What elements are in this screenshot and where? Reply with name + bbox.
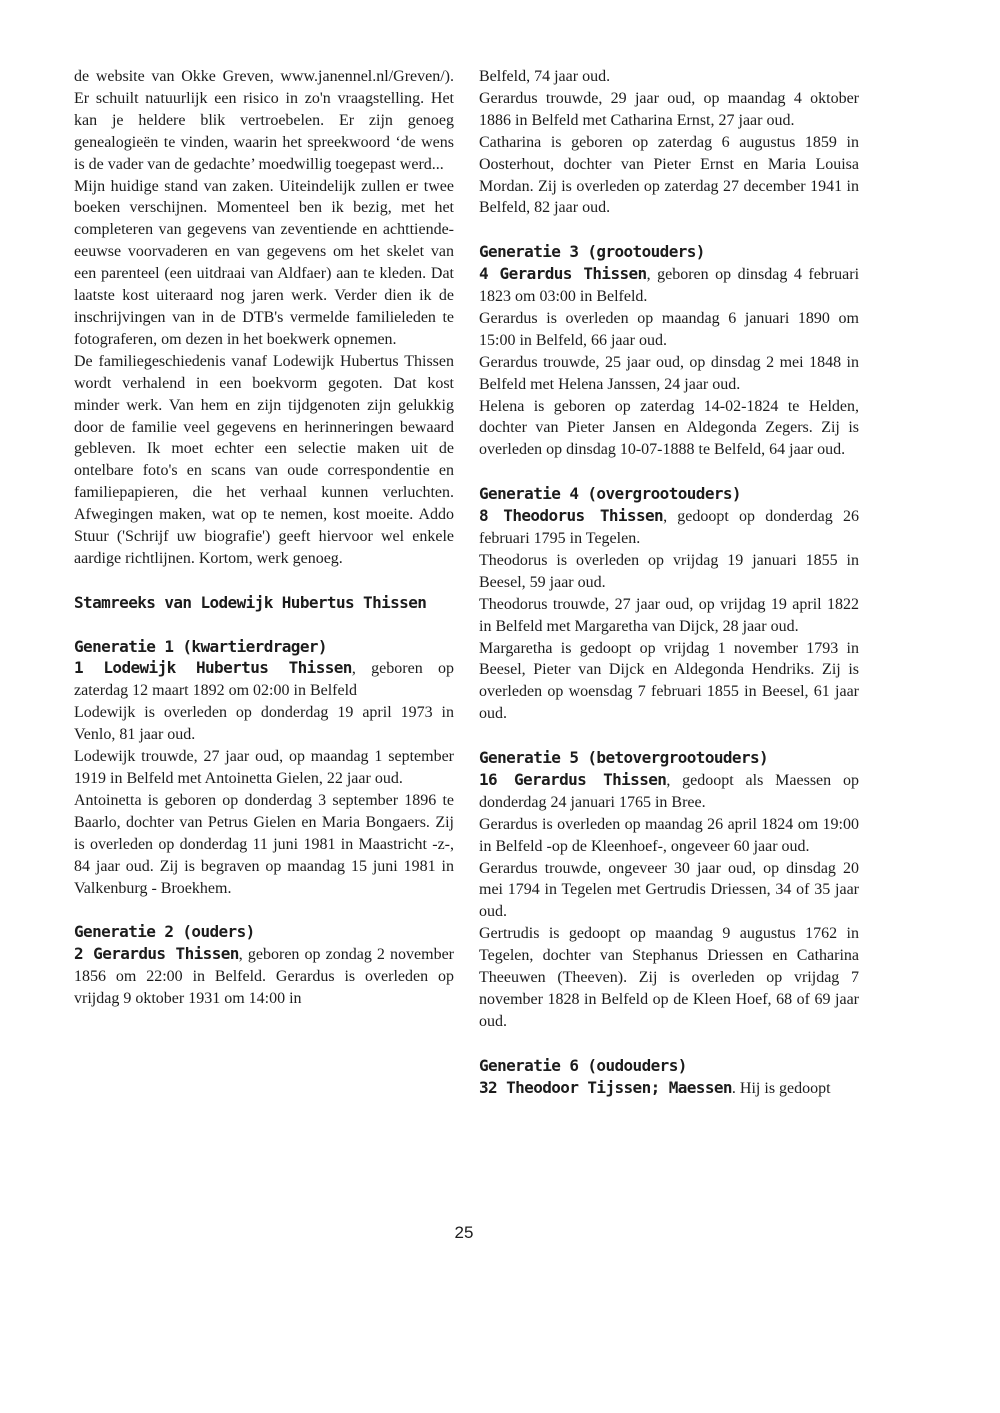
generation-4-paragraph-3: Margaretha is gedoopt op vrijdag 1 november 1793 in Beesel, Pieter van Dijck en Aldegonda Hendriks. Zij is overleden op woensdag 7 februari 1855 in Beesel, 61 jaar oud. — [479, 639, 859, 723]
generation-3-intro-text: , geboren op dinsdag 4 februari 1823 om 03:00 in Belfeld. — [479, 266, 860, 306]
generation-1-paragraph-1: Lodewijk is overleden op donderdag 19 april 1973 in Venlo, 81 jaar oud. — [74, 704, 454, 744]
right-column — [479, 66, 859, 1100]
generation-6-intro-text: . Hij is gedoopt — [731, 1079, 831, 1097]
generation-4-intro-text: , gedoopt op donderdag 26 februari 1795 in Tegelen. — [479, 508, 860, 547]
generation-3-paragraph-3: Helena is geboren op zaterdag 14-02-1824 te Helden, dochter van Pieter Jansen en Aldegonda Zegers. Zij is overleden op dinsdag 10-07-1888 te Belfeld, 64 jaar oud. — [479, 397, 859, 459]
generation-2-continued-2: Gerardus trouwde, 29 jaar oud, op maandag 4 oktober 1886 in Belfeld met Catharina Ernst, 27 jaar oud. — [479, 89, 859, 129]
generation-2-continued-1: Belfeld, 74 jaar oud. — [479, 68, 611, 85]
generation-2-intro — [74, 943, 454, 1010]
generation-1-intro — [74, 657, 454, 702]
generation-4-heading: Generatie 4 (overgrootouders) — [479, 484, 741, 504]
generation-5-paragraph-2: Gerardus trouwde, ongeveer 30 jaar oud, op dinsdag 20 mei 1794 in Tegelen met Gertrudis Driessen, 34 of 35 jaar oud. — [479, 859, 859, 921]
intro-paragraph-2: Mijn huidige stand van zaken. Uiteindelijk zullen er twee boeken verschijnen. Momenteel ben ik bezig, met het completeren van gegevens van zeventiende en achttiende-eeuwse voorvaderen en van gegevens om het skelet van een parenteel (een uitdraai van Aldfaer) aan te kleden. Dat laatste kost uiteraard nog jaren werk. Verder dien ik de inschrijvingen van in de DTB's vermelde familieleden te fotograferen, om dezen in het boekwerk opnemen. — [74, 177, 454, 348]
generation-4-paragraph-1: Theodorus is overleden op vrijdag 19 januari 1855 in Beesel, 59 jaar oud. — [479, 551, 859, 591]
generation-1-paragraph-2: Lodewijk trouwde, 27 jaar oud, op maandag 1 september 1919 in Belfeld met Antoinetta Gielen, 22 jaar oud. — [74, 748, 454, 787]
generation-5-paragraph-1: Gerardus is overleden op maandag 26 april 1824 om 19:00 in Belfeld -op de Kleenhoef-, ongeveer 60 jaar oud. — [479, 815, 859, 855]
generation-1-paragraph-3: Antoinetta is geboren op donderdag 3 september 1896 te Baarlo, dochter van Petrus Gielen en Maria Bongaers. Zij is overleden op donderdag 11 juni 1981 in Maastricht -z-, 84 jaar oud. Zij is begraven op maandag 15 juni 1981 in Valkenburg - Broekhem. — [74, 791, 454, 897]
generation-1-heading: Generatie 1 (kwartierdrager) — [74, 636, 327, 656]
generation-4-paragraph-2: Theodorus trouwde, 27 jaar oud, op vrijdag 19 april 1822 in Belfeld met Margaretha van Dijck, 28 jaar oud. — [479, 595, 859, 635]
generation-1-person-name: 1 Lodewijk Hubertus Thissen — [74, 658, 352, 678]
generation-5-intro — [479, 769, 859, 814]
generation-3-paragraph-1: Gerardus is overleden op maandag 6 januari 1890 om 15:00 in Belfeld, 66 jaar oud. — [479, 309, 859, 349]
generation-6-intro — [479, 1077, 859, 1100]
intro-paragraph-3: De familiegeschiedenis vanaf Lodewijk Hubertus Thissen wordt verhalend in een boekvorm gegoten. Dat kost minder werk. Van hem en zijn tijdgenoten zijn gelukkig door de familie veel gegevens en herinneringen bewaard gebleven. Ik moet echter een selectie maken uit de ontelbare foto's en scans van oude correspondentie en familiepapieren, die het verhaal kunnen verluchten. Afwegingen maken, wat op te nemen, kost moeite. Addo Stuur ('Schrijf uw biografie') geeft hiervoor wel enkele aardige richtlijnen. Kortom, werk genoeg. — [74, 352, 454, 567]
generation-6-heading: Generatie 6 (oudouders) — [479, 1055, 687, 1075]
generation-3-person-name: 4 Gerardus Thissen — [479, 264, 647, 284]
generation-6-person-name: 32 Theodoor Tijssen; Maessen — [479, 1077, 732, 1097]
generation-2-person-name: 2 Gerardus Thissen — [74, 944, 239, 964]
generation-5-person-name: 16 Gerardus Thissen — [479, 769, 667, 789]
generation-3-intro — [479, 263, 859, 308]
generation-5-paragraph-3: Gertrudis is gedoopt op maandag 9 augustus 1762 in Tegelen, dochter van Stephanus Driessen en Catharina Theeuwen (Theeven). Zij is overleden op vrijdag 7 november 1828 in Belfeld op de Kleen Hoef, 68 of 69 jaar oud. — [479, 925, 859, 1030]
generation-2-heading: Generatie 2 (ouders) — [74, 922, 255, 942]
generation-2-intro-text: , geboren op zondag 2 november 1856 om 22:00 in Belfeld. Gerardus is overleden op vrijdag 9 oktober 1931 om 14:00 in — [74, 946, 454, 1008]
generation-4-person-name: 8 Theodorus Thissen — [479, 506, 664, 526]
generation-1-intro-text: , geboren op zaterdag 12 maart 1892 om 02:00 in Belfeld — [74, 660, 455, 700]
generation-4-intro — [479, 505, 859, 550]
intro-paragraph-1: de website van Okke Greven, www.janennel.nl/Greven/). Er schuilt natuurlijk een risico in zo'n vraagstelling. Het kan je heldere blik vertroebelen. Er zijn genoeg genealogieën te vinden, waarin het spreekwoord ‘de wens is de vader van de gedachte’ moedwillig toegepast werd... — [74, 68, 454, 173]
generation-2-continued-3: Catharina is geboren op zaterdag 6 augustus 1859 in Oosterhout, dochter van Pieter Ernst en Maria Louisa Mordan. Zij is overleden op zaterdag 27 december 1941 in Belfeld, 82 jaar oud. — [479, 133, 859, 217]
generation-3-heading: Generatie 3 (grootouders) — [479, 242, 705, 262]
page-number: 25 — [454, 1223, 474, 1242]
generation-5-intro-text: , gedoopt als Maessen op donderdag 24 januari 1765 in Bree. — [479, 771, 859, 811]
left-column — [74, 66, 454, 1010]
stamreeks-title: Stamreeks van Lodewijk Hubertus Thissen — [74, 592, 427, 612]
generation-5-heading: Generatie 5 (betovergrootouders) — [479, 748, 769, 768]
generation-3-paragraph-2: Gerardus trouwde, 25 jaar oud, op dinsdag 2 mei 1848 in Belfeld met Helena Janssen, 24 jaar oud. — [479, 353, 859, 393]
